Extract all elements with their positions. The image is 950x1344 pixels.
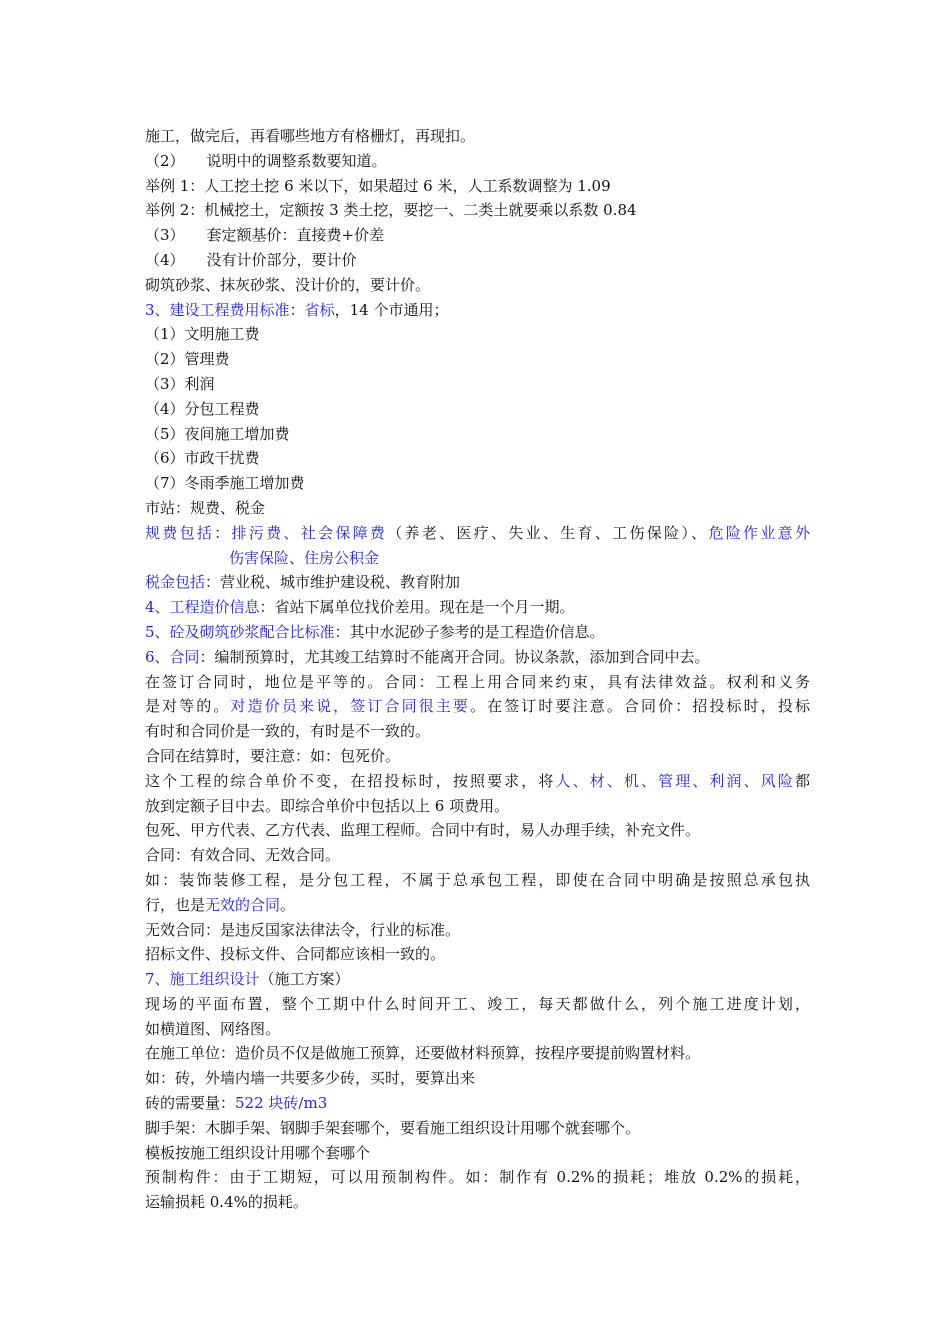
body-text: 合同在结算时，要注意：如：包死价。 [145,746,401,765]
body-text: 这个工程的综合单价不变，在招投标时，按照要求，将 [145,771,556,790]
body-text: 举例 2：机械挖土，定额按 3 类土挖，要挖一、二类土就要乘以系数 0.84 [145,201,637,220]
body-text: 在签订合同时，地位是平等的。合同：工程上用合同来约束，具有法律效益。权利和义务 [145,672,810,691]
body-text: ：编制预算时，尤其竣工结算时不能离开合同。协议条款，添加到合同中去。 [199,647,710,666]
text-line [145,397,810,422]
text-line [145,347,810,372]
body-text: 。在签订时要注意。合同价：招投标时，投标 [470,697,810,716]
body-text: ，14 个市通用； [334,300,449,319]
body-text: （6）市政干扰费 [145,449,260,468]
body-text: （4） [145,250,185,269]
body-text: 如：砖，外墙内墙一共要多少砖，买时，要算出来 [145,1069,476,1088]
highlight-text: 省标 [304,300,335,319]
highlight-text: 对造价员来说，签订合同很主要 [230,697,470,716]
body-text: ：营业税、城市维护建设税、教育附加 [205,573,461,592]
text-line [145,967,810,992]
body-text: 预制构件：由于工期短，可以用预制构件。如：制作有 0.2%的损耗；堆放 0.2%的损耗， [145,1168,810,1187]
body-text: （3）利润 [145,374,215,393]
body-text: 在施工单位：造价员不仅是做施工预算，还要做材料预算，按程序要提前购置材料。 [145,1044,701,1063]
text-line [145,174,810,199]
highlight-text: 规费包括 [145,523,215,542]
body-text: 举例 1：人工挖土挖 6 米以下，如果超过 6 米，人工系数调整为 1.09 [145,176,611,195]
body-text: 行，也是 [145,895,206,914]
text-line [145,818,810,843]
body-text: ： [289,300,305,319]
highlight-text: 税金包括 [145,573,206,592]
text-line [145,372,810,397]
text-line [145,645,810,670]
text-line [145,570,810,595]
body-text: ：省站下属单位找价差用。现在是一个月一期。 [259,598,575,617]
body-text: 现场的平面布置，整个工期中什么时间开工、竣工，每天都做什么，列个施工进度计划， [145,994,810,1013]
highlight-text: 6、合同 [145,647,200,666]
text-line [145,446,810,471]
highlight-text: 5、砼及砌筑砂浆配合比标准 [145,622,335,641]
text-line [145,298,810,323]
text-line [145,942,810,967]
body-text: 砖的需要量： [145,1094,236,1113]
body-text: 脚手架：木脚手架、钢脚手架套哪个，要看施工组织设计用哪个就套哪个。 [145,1118,641,1137]
body-text: （施工方案） [259,970,350,989]
body-text: 无效合同：是违反国家法律法令，行业的标准。 [145,920,461,939]
body-text: 施工，做完后，再看哪些地方有格栅灯，再现扣。 [145,127,476,145]
body-text: 包死、甲方代表、乙方代表、监理工程师。合同中有时，易人办理手续，补充文件。 [145,821,701,840]
body-text: 如：装饰装修工程，是分包工程，不属于总承包工程，即使在合同中明确是按照总承包执 [145,870,810,889]
body-text: 。 [280,895,296,914]
highlight-text: 7、施工组织设计 [145,970,260,989]
text-line [145,893,810,918]
body-text: （5）夜间施工增加费 [145,424,290,443]
text-line [145,248,810,273]
body-text: 运输损耗 0.4%的损耗。 [145,1193,308,1212]
body-text: （1）文明施工费 [145,325,260,344]
body-text: 是对等的。 [145,697,231,716]
highlight-text: 建设工程费用标准 [169,300,290,319]
text-line [145,843,810,868]
body-text: （3） [145,226,185,245]
text-line [145,620,810,645]
text-line [145,670,810,695]
body-text: ： [214,523,232,542]
text-line [145,273,810,298]
body-text: 模板按施工组织设计用哪个套哪个 [145,1143,371,1162]
text-line [145,521,810,546]
text-line [145,422,810,447]
text-line [145,124,810,149]
text-line [145,496,810,521]
body-text: 放到定额子目中去。即综合单价中包括以上 6 项费用。 [145,796,510,815]
text-line [145,149,810,174]
text-line [145,1141,810,1166]
body-text: 有时和合同价是一致的，有时是不一致的。 [145,722,431,741]
highlight-text: 危险作业意外 [708,523,810,542]
body-text: 市站：规费、税金 [145,498,266,517]
body-text: （2） [145,151,185,170]
text-line [145,1190,810,1215]
body-text: 招标文件、投标文件、合同都应该相一致的。 [145,945,446,964]
body-text: 都 [794,771,810,790]
text-line [145,719,810,744]
text-line [145,1066,810,1091]
body-text: （4）分包工程费 [145,399,260,418]
body-text: （2）管理费 [145,350,230,369]
highlight-text: 3、 [145,300,170,319]
body-text: 砌筑砂浆、抹灰砂浆、没计价的，要计价。 [145,275,431,294]
body-text: ：其中水泥砂子参考的是工程造价信息。 [334,622,605,641]
text-line [145,744,810,769]
highlight-text: 无效的合同 [205,895,281,914]
text-line [145,595,810,620]
highlight-text: 伤害保险、住房公积金 [229,548,380,567]
text-line [145,868,810,893]
highlight-text: 4、工程造价信息 [145,598,260,617]
highlight-text: 排污费、社会保障费 [231,523,388,542]
text-line [145,1091,810,1116]
highlight-text: 人、材、机、管理、利润、风险 [555,771,795,790]
body-text: 合同：有效合同、无效合同。 [145,846,341,865]
body-text: 没有计价部分，要计价 [206,250,357,269]
text-line [145,992,810,1017]
body-text: （7）冬雨季施工增加费 [145,474,305,493]
body-text: 如横道图、网络图。 [145,1019,281,1038]
text-line [145,1116,810,1141]
text-line [145,1017,810,1042]
document-body [145,124,810,1215]
text-line [145,1041,810,1066]
body-text: 套定额基价：直接费+价差 [206,226,385,245]
text-line [145,198,810,223]
text-line [145,769,810,794]
text-line [145,794,810,819]
text-line [145,546,810,571]
text-line [145,322,810,347]
text-line [145,1165,810,1190]
text-line [145,223,810,248]
text-line [145,471,810,496]
body-text: 说明中的调整系数要知道。 [206,151,387,170]
text-line [145,694,810,719]
highlight-text: 522 块砖/m3 [235,1094,328,1113]
body-text: （养老、医疗、失业、生育、工伤保险）、 [387,523,709,542]
text-line [145,918,810,943]
